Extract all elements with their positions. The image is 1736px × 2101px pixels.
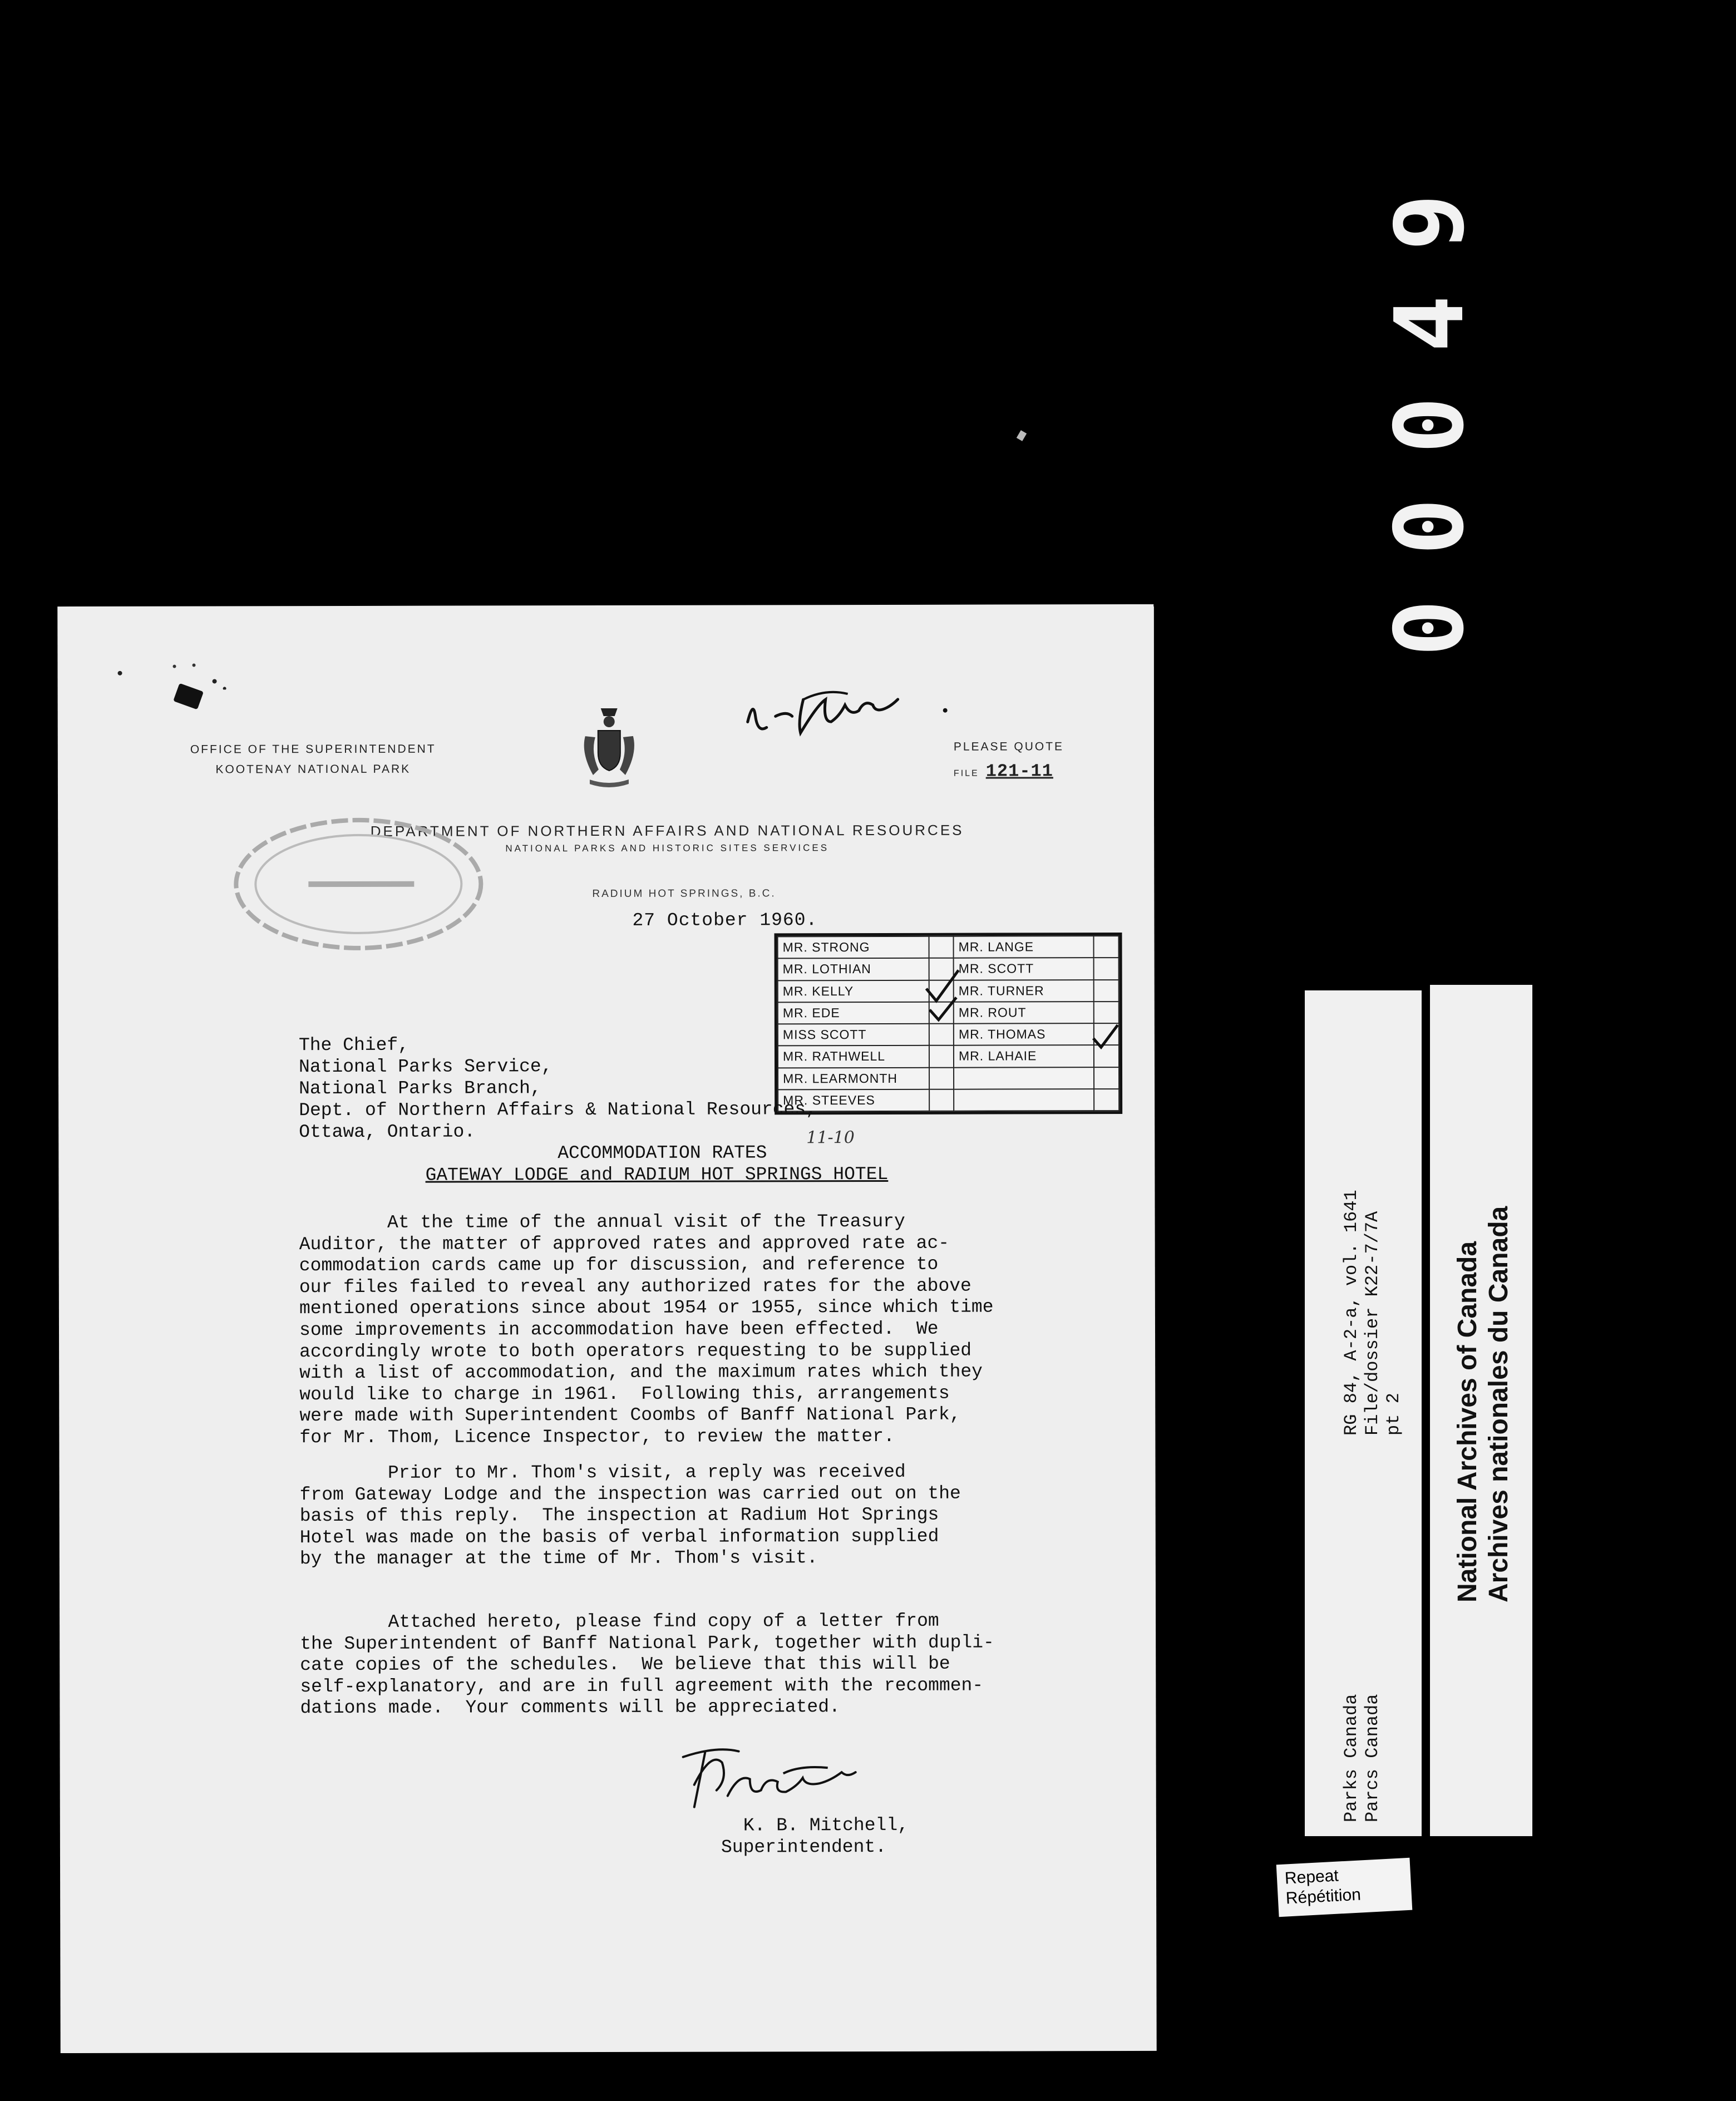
routing-name: MR. LAHAIE — [954, 1045, 1094, 1067]
archives-name-fr: Archives nationales du Canada — [1484, 1206, 1513, 1602]
agency-name — [1341, 1694, 1383, 1822]
signer-title: Superintendent. — [721, 1836, 887, 1858]
routing-name — [954, 1089, 1094, 1111]
archive-reference — [1341, 1190, 1404, 1436]
address-line: National Parks Service, — [298, 1056, 553, 1078]
microfilm-frame-number: 00049 — [1375, 149, 1485, 657]
routing-name — [954, 1067, 1094, 1089]
office-line: OFFICE OF THE SUPERINTENDENT — [190, 742, 436, 756]
routing-name: MR. STRONG — [778, 936, 929, 959]
address-line: Ottawa, Ontario. — [299, 1121, 476, 1143]
coat-of-arms-icon — [579, 703, 640, 792]
repeat-label — [1276, 1858, 1413, 1917]
body-paragraph: Attached hereto, please find copy of a letter from the Superintendent of Banff National Park, together with dupli- cate copies of the schedules. We believe that this will be self-explanatory, and are in full agreement with the recommen- dations made. Your comments will be appreciated. — [300, 1610, 994, 1719]
signer-name: K. B. Mitchell, — [743, 1814, 909, 1836]
file-label: FILE — [953, 768, 979, 778]
address-line: The Chief, — [298, 1034, 410, 1056]
please-quote-label: PLEASE QUOTE — [953, 740, 1064, 753]
routing-name: MISS SCOTT — [778, 1024, 929, 1046]
archives-name-en: National Archives of Canada — [1453, 1241, 1482, 1602]
routing-box — [929, 1089, 954, 1111]
park-line: KOOTENAY NATIONAL PARK — [215, 762, 411, 776]
address-line: National Parks Branch, — [299, 1078, 541, 1099]
routing-name: MR. LANGE — [954, 936, 1094, 958]
office-letterhead — [190, 739, 436, 780]
agency-line: Parcs Canada — [1362, 1694, 1383, 1822]
reference-line: File/dossier K22-7/7A — [1362, 1211, 1383, 1436]
reference-line: pt 2 — [1383, 1393, 1404, 1436]
signature — [672, 1734, 895, 1824]
routing-name: MR. STEEVES — [778, 1089, 929, 1112]
routing-name: MR. SCOTT — [954, 958, 1094, 980]
handwritten-number: 11-10 — [806, 1128, 855, 1148]
routing-name: MR. KELLY — [778, 980, 929, 1002]
punch-marks — [85, 639, 230, 690]
address-line: Dept. of Northern Affairs & National Resources, — [299, 1099, 817, 1121]
recipient-address — [299, 1033, 817, 1143]
subject-heading — [58, 1141, 1155, 1187]
archives-name — [1452, 1206, 1515, 1602]
file-reference — [954, 734, 1064, 786]
routing-name: MR. RATHWELL — [778, 1045, 929, 1068]
handwritten-annotation — [737, 683, 959, 756]
letter-date: 27 October 1960. — [632, 910, 818, 931]
routing-box — [1094, 1067, 1119, 1089]
routing-box — [929, 1067, 954, 1089]
letter-page — [57, 604, 1156, 2053]
routing-box — [1094, 1089, 1119, 1111]
repeat-en: Repeat — [1284, 1866, 1339, 1888]
routing-name: MR. TURNER — [954, 980, 1094, 1002]
body-paragraph: At the time of the annual visit of the Treasury Auditor, the matter of approved rates and approved rate ac- commodation cards came up for discussion, and reference to our files failed to reveal any authorized rates for the above mentioned operations since about 1954 or 1955, since which time some improvements in accommodation have been effected. We accordingly wrote to both operators requesting to be supplied with a list of accommodation, and the maximum rates which they would like to charge in 1961. Following this, arrangements were made with Superintendent Coombs of Banff National Park, for Mr. Thom, Licence Inspector, to review the matter. — [299, 1211, 994, 1448]
routing-name: MR. LEARMONTH — [778, 1067, 929, 1089]
department-header — [58, 821, 1154, 855]
routing-name: MR. THOMAS — [954, 1023, 1094, 1045]
subject-line-underlined: GATEWAY LODGE and RADIUM HOT SPRINGS HOTEL — [425, 1163, 889, 1186]
branch-name: NATIONAL PARKS AND HISTORIC SITES SERVICES — [505, 842, 830, 854]
routing-name: MR. LOTHIAN — [778, 958, 929, 980]
department-name: DEPARTMENT OF NORTHERN AFFAIRS AND NATIONAL RESOURCES — [370, 821, 964, 840]
received-stamp — [225, 806, 492, 962]
film-speck — [1017, 430, 1027, 441]
body-paragraph: Prior to Mr. Thom's visit, a reply was received from Gateway Lodge and the inspection was carried out on the basis of this reply. The inspection at Radium Hot Springs Hotel was made on the basis of verbal information supplied by the manager at the time of Mr. Thom's visit. — [299, 1461, 961, 1570]
letter-place: RADIUM HOT SPRINGS, B.C. — [592, 887, 776, 900]
routing-row — [778, 1067, 1119, 1090]
repeat-fr: Répétition — [1285, 1885, 1362, 1908]
checkmark-icon — [893, 955, 1127, 1067]
reference-line: RG 84, A-2-a, vol. 1641 — [1341, 1190, 1362, 1436]
routing-row — [778, 1089, 1119, 1112]
signer-block — [721, 1814, 909, 1858]
routing-name: MR. EDE — [778, 1002, 929, 1024]
agency-line: Parks Canada — [1341, 1694, 1362, 1822]
routing-name: MR. ROUT — [954, 1002, 1094, 1024]
file-number: 121-11 — [985, 761, 1053, 782]
subject-line: ACCOMMODATION RATES — [558, 1142, 767, 1164]
